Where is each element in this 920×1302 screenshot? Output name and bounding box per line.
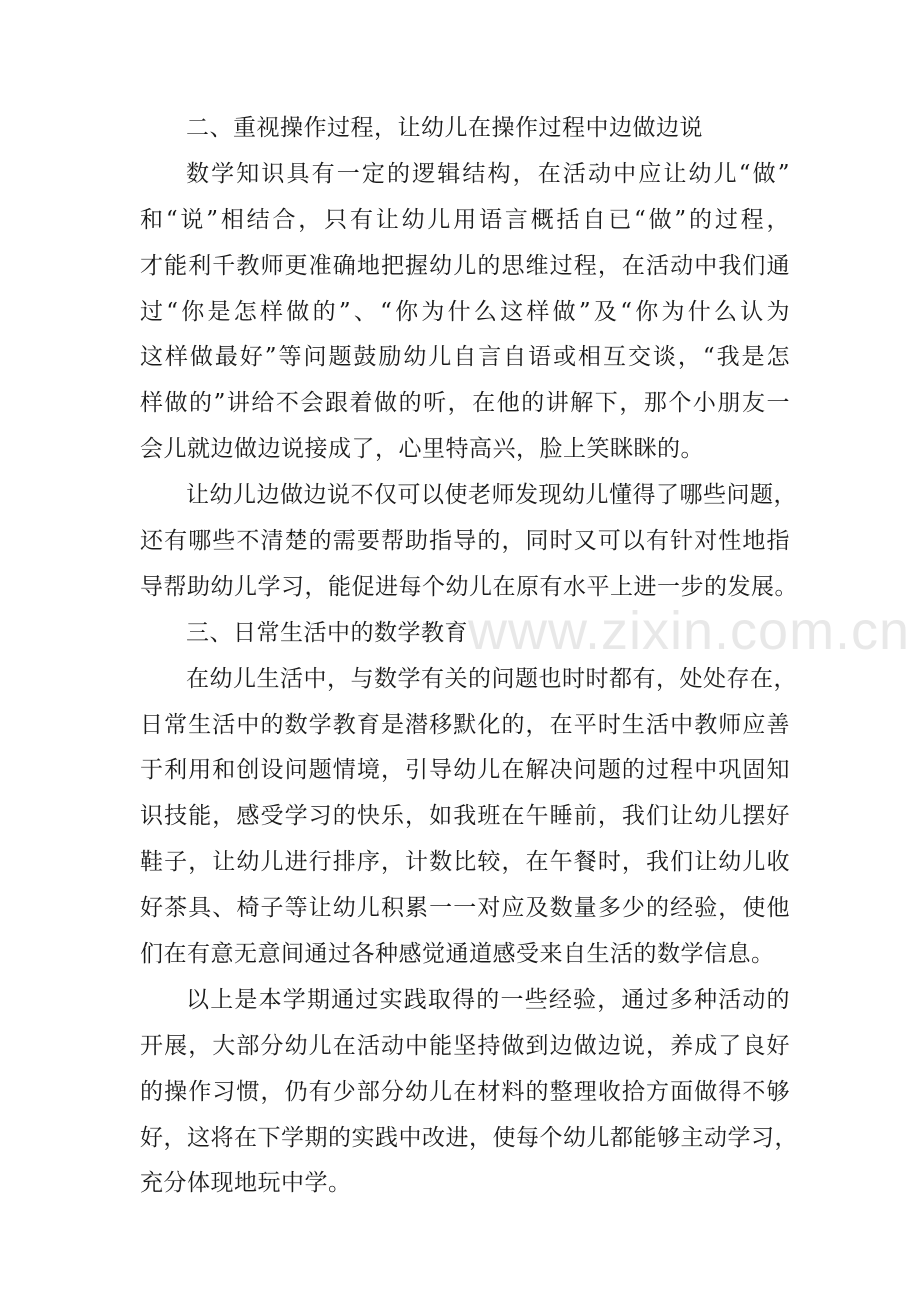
text-line: 导帮助幼儿学习，能促进每个幼儿在原有水平上进一步的发展。 [140,573,798,600]
text-line: 在幼儿生活中，与数学有关的问题也时时都有，处处存在， [186,665,797,692]
text-line: 好茶具、椅子等让幼儿积累一一对应及数量多少的经验，使他 [140,895,790,922]
text-line: 让幼儿边做边说不仅可以使老师发现幼儿懂得了哪些问题， [186,482,797,509]
text-line: 以上是本学期通过实践取得的一些经验，通过多种活动的 [186,986,790,1013]
text-line: 数学知识具有一定的逻辑结构，在活动中应让幼儿“做” [186,160,790,187]
text-line: 于利用和创设问题情境，引导幼儿在解决问题的过程中巩固知 [140,757,790,784]
text-line: 的操作习惯，仍有少部分幼儿在材料的整理收拾方面做得不够 [140,1078,790,1105]
text-line: 还有哪些不清楚的需要帮助指导的，同时又可以有针对性地指 [140,528,790,555]
text-line: 三、日常生活中的数学教育 [186,619,468,646]
text-line: 开展，大部分幼儿在活动中能坚持做到边做边说，养成了良好 [140,1032,790,1059]
text-line: 样做的”讲给不会跟着做的听，在他的讲解下，那个小朋友一 [140,390,790,417]
text-line: 和“说”相结合，只有让幼儿用语言概括自已“做”的过程， [140,206,790,233]
watermark: www.zixin.com.cn [468,601,911,661]
text-line: 会儿就边做边说接成了，心里特高兴，脸上笑眯眯的。 [140,436,704,463]
text-line: 们在有意无意间通过各种感觉通道感受来自生活的数学信息。 [140,941,775,968]
text-line: 充分体现地玩中学。 [140,1170,352,1197]
text-line: 鞋子，让幼儿进行排序，计数比较，在午餐时，我们让幼儿收 [140,849,790,876]
text-line: 过“你是怎样做的”、“你为什么这样做”及“你为什么认为 [140,298,790,325]
text-line: 好，这将在下学期的实践中改进，使每个幼儿都能够主动学习， [140,1124,798,1151]
text-line: 识技能，感受学习的快乐，如我班在午睡前，我们让幼儿摆好 [140,803,790,830]
text-line: 这样做最好”等问题鼓励幼儿自言自语或相互交谈，“我是怎 [140,344,790,371]
text-line: 日常生活中的数学教育是潜移默化的，在平时生活中教师应善 [140,711,790,738]
text-line: 二、重视操作过程，让幼儿在操作过程中边做边说 [186,115,703,141]
text-line: 才能利千教师更准确地把握幼儿的思维过程，在活动中我们通 [140,252,790,279]
document-body [140,106,798,1207]
